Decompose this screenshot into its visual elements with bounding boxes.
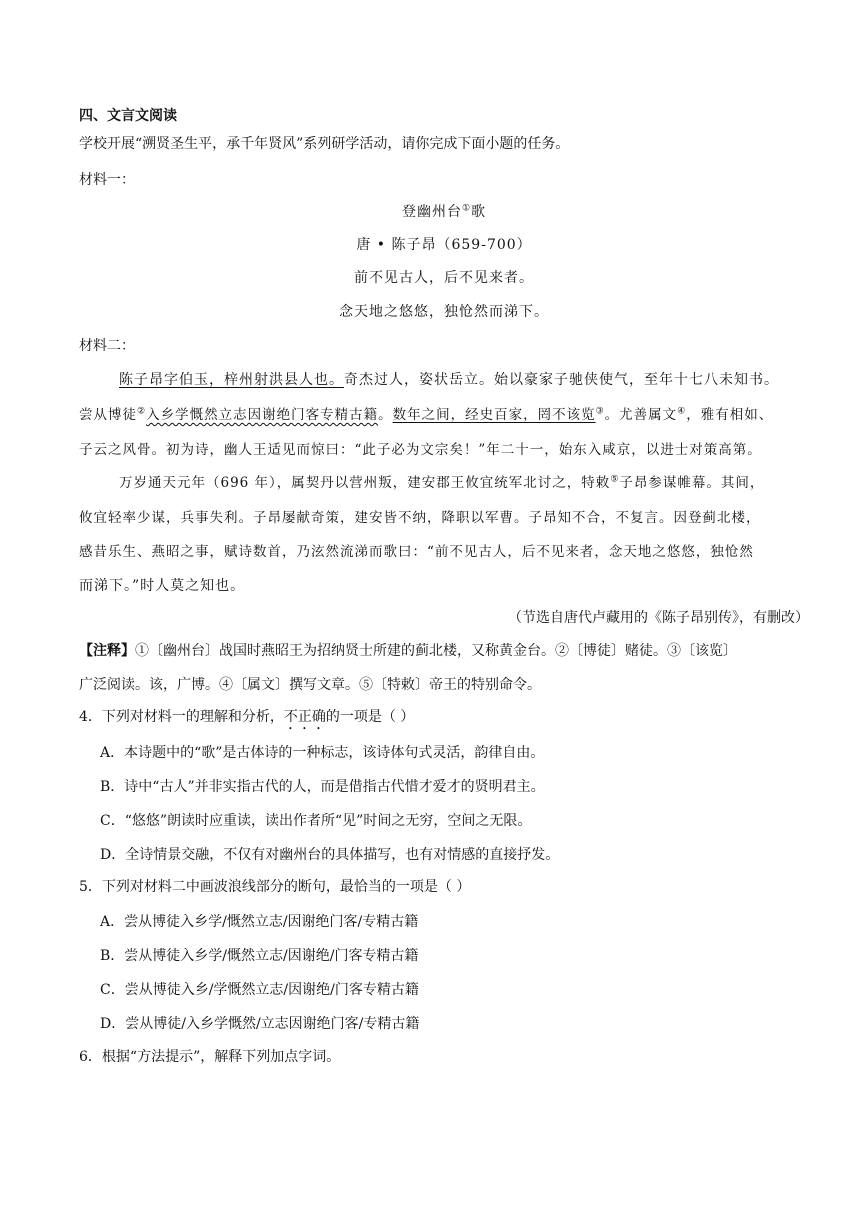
poem-title: 登幽州台①歌: [401, 203, 487, 220]
passage-line: 感昔乐生、燕昭之事，赋诗数首，乃泫然流涕而歌曰：“前不见古人，后不见来者，念天地之悠悠，独怆然: [79, 544, 754, 560]
wavy-underlined-sentence: 入乡学慨然立志因谢绝门客专精古籍: [146, 407, 379, 423]
notes-label: 【注释】: [79, 643, 135, 659]
poem-author: 唐 • 陈子昂（659-700）: [356, 237, 532, 253]
q5-option-b[interactable]: B．尝从博徒入乡学/慨然立志/因谢绝/门客专精古籍: [100, 948, 419, 964]
passage-line: 陈子昂字伯玉，梓州射洪县人也。奇杰过人，姿状岳立。始以豪家子驰侠使气，至年十七八未知书。: [119, 372, 779, 388]
notes-line: 广泛阅读。该，广博。④〔属文〕撰写文章。⑤〔特敕〕帝王的特别命令。: [79, 677, 541, 693]
section-title: 四、文言文阅读: [79, 108, 177, 124]
note-marker: ①: [461, 203, 472, 214]
source-citation: （节选自唐代卢藏用的《陈子昂别传》，有删改）: [508, 610, 809, 626]
material2-label: 材料二：: [79, 338, 135, 354]
underlined-sentence: 陈子昂字伯玉，梓州射洪县人也。: [119, 372, 344, 388]
question-5-stem: 5．下列对材料二中画波浪线部分的断句，最恰当的一项是（ ）: [79, 879, 471, 895]
passage-line: 万岁通天元年（696 年），属契丹以营州叛，建安郡王攸宜统军北讨之，特敕⑤子昂参谋帷幕。其间，: [119, 474, 765, 491]
emphasized-text: 不正确: [283, 709, 326, 725]
question-4-stem: 4．下列对材料一的理解和分析，不正确的一项是（ ）: [79, 709, 415, 725]
q5-option-a[interactable]: A．尝从博徒入乡学/慨然立志/因谢绝门客/专精古籍: [100, 914, 419, 930]
q5-option-d[interactable]: D．尝从博徒/入乡学慨然/立志因谢绝门客/专精古籍: [100, 1016, 420, 1032]
passage-line: 尝从博徒②入乡学慨然立志因谢绝门客专精古籍。数年之间，经史百家，罔不该览③。尤善属文④，雅有相如、: [79, 406, 774, 423]
poem-line-1: 前不见古人，后不见来者。: [354, 270, 534, 286]
poem-line-2: 念天地之悠悠，独怆然而涕下。: [339, 304, 549, 320]
passage-line: 攸宜轻率少谋，兵事失利。子昂屡献奇策，建安皆不纳，降职以军曹。子昂知不合，不复言。因登蓟北楼，: [79, 510, 761, 526]
question-6-stem: 6．根据“方法提示”，解释下列加点字词。: [79, 1049, 341, 1065]
passage-line: 而涕下。”时人莫之知也。: [79, 578, 246, 594]
q5-option-c[interactable]: C．尝从博徒入乡/学慨然立志/因谢绝/门客专精古籍: [100, 982, 419, 998]
q4-option-b[interactable]: B．诗中“古人”并非实指古代的人，而是借指古代惜才爱才的贤明君主。: [100, 779, 545, 795]
q4-option-a[interactable]: A．本诗题中的“歌”是古体诗的一种标志，该诗体句式灵活，韵律自由。: [100, 745, 545, 761]
underlined-sentence: 数年之间，经史百家，罔不该览: [392, 407, 596, 423]
material1-label: 材料一：: [79, 172, 135, 188]
passage-line: 子云之风骨。初为诗，幽人王适见而惊曰：“此子必为文宗矣！”年二十一，始东入咸京，以进士对策高第。: [79, 442, 762, 458]
notes-line: 【注释】①〔幽州台〕战国时燕昭王为招纳贤士所建的蓟北楼，又称黄金台。②〔博徒〕赌徒。③〔该览〕: [79, 643, 737, 659]
q4-option-d[interactable]: D．全诗情景交融，不仅有对幽州台的具体描写，也有对情感的直接抒发。: [100, 847, 560, 863]
intro-text: 学校开展“溯贤圣生平，承千年贤风”系列研学活动，请你完成下面小题的任务。: [79, 136, 570, 152]
q4-option-c[interactable]: C．“悠悠”朗读时应重读，读出作者所“见”时间之无穷，空间之无限。: [100, 813, 532, 829]
